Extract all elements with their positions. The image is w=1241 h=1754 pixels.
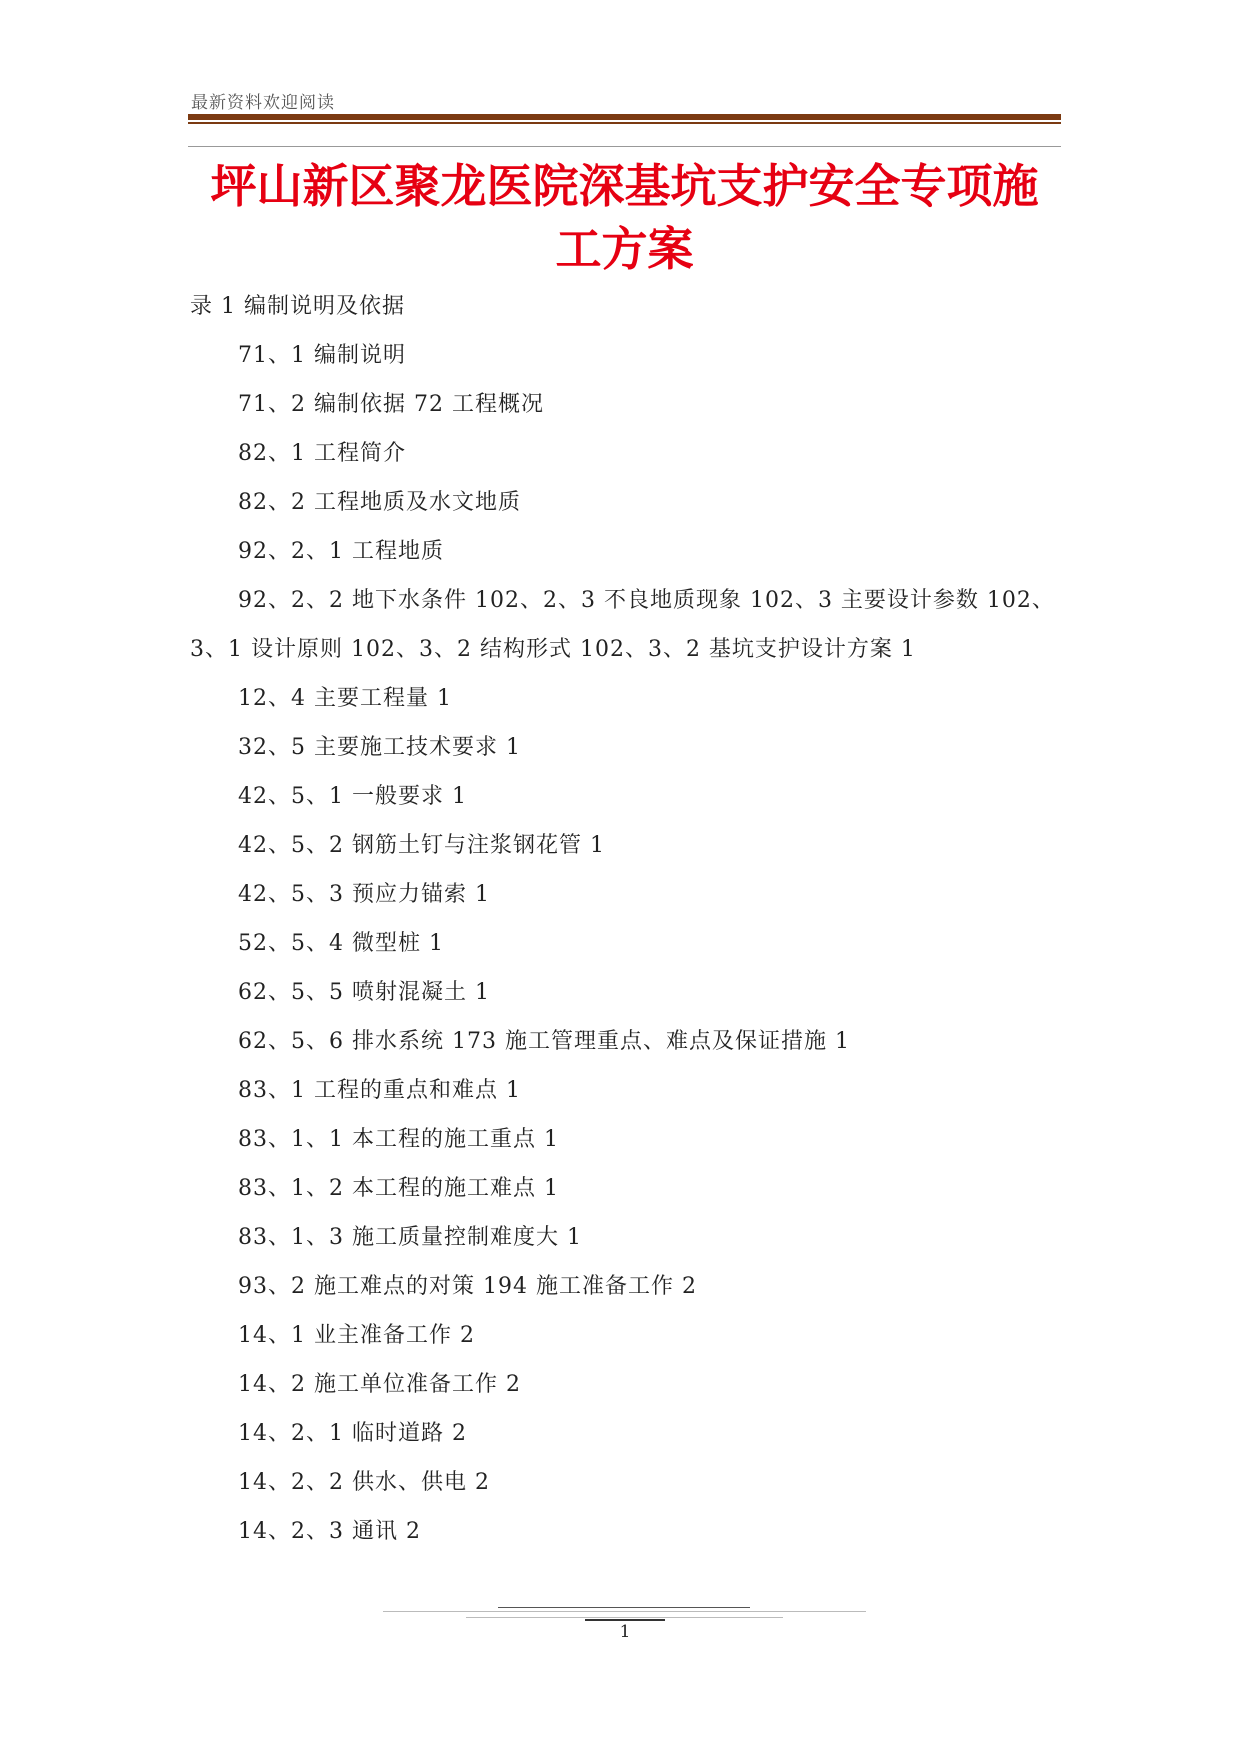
footer-rule [466,1617,783,1618]
footer-rule [498,1607,750,1608]
header-rule-thin [188,122,1061,124]
header-text: 最新资料欢迎阅读 [191,93,335,113]
toc-line: 3、1 设计原则 102、3、2 结构形式 102、3、2 基坑支护设计方案 1 [190,637,916,662]
toc-line: 14、1 业主准备工作 2 [238,1323,475,1348]
toc-line: 62、5、6 排水系统 173 施工管理重点、难点及保证措施 1 [238,1029,850,1054]
toc-line: 83、1、2 本工程的施工难点 1 [238,1176,559,1201]
toc-line: 12、4 主要工程量 1 [238,686,452,711]
toc-line: 92、2、2 地下水条件 102、2、3 不良地质现象 102、3 主要设计参数 102、 [238,588,1055,613]
toc-line: 32、5 主要施工技术要求 1 [238,735,521,760]
toc-line: 42、5、3 预应力锚索 1 [238,882,490,907]
header-rule-bottom [188,146,1061,147]
toc-line: 14、2、3 通讯 2 [238,1519,421,1544]
header-rule-thick [188,114,1061,120]
toc-line: 14、2、2 供水、供电 2 [238,1470,490,1495]
document-title: 坪山新区聚龙医院深基坑支护安全专项施工方案 [210,159,1039,276]
toc-line: 14、2、1 临时道路 2 [238,1421,467,1446]
page-number: 1 [619,1622,631,1642]
toc-line: 92、2、1 工程地质 [238,539,444,564]
footer-rule [383,1611,866,1612]
toc-line: 14、2 施工单位准备工作 2 [238,1372,521,1397]
toc-line: 52、5、4 微型桩 1 [238,931,444,956]
toc-line: 82、2 工程地质及水文地质 [238,490,521,515]
toc-line: 42、5、1 一般要求 1 [238,784,467,809]
toc-line: 62、5、5 喷射混凝土 1 [238,980,490,1005]
toc-line: 42、5、2 钢筋土钉与注浆钢花管 1 [238,833,605,858]
toc-line: 71、1 编制说明 [238,343,406,368]
toc-line: 录 1 编制说明及依据 [190,294,405,319]
toc-line: 83、1、1 本工程的施工重点 1 [238,1127,559,1152]
toc-line: 82、1 工程简介 [238,441,406,466]
toc-line: 71、2 编制依据 72 工程概况 [238,392,544,417]
toc-line: 83、1 工程的重点和难点 1 [238,1078,521,1103]
toc-line: 93、2 施工难点的对策 194 施工准备工作 2 [238,1274,697,1299]
footer-rule [585,1619,665,1621]
toc-line: 83、1、3 施工质量控制难度大 1 [238,1225,582,1250]
